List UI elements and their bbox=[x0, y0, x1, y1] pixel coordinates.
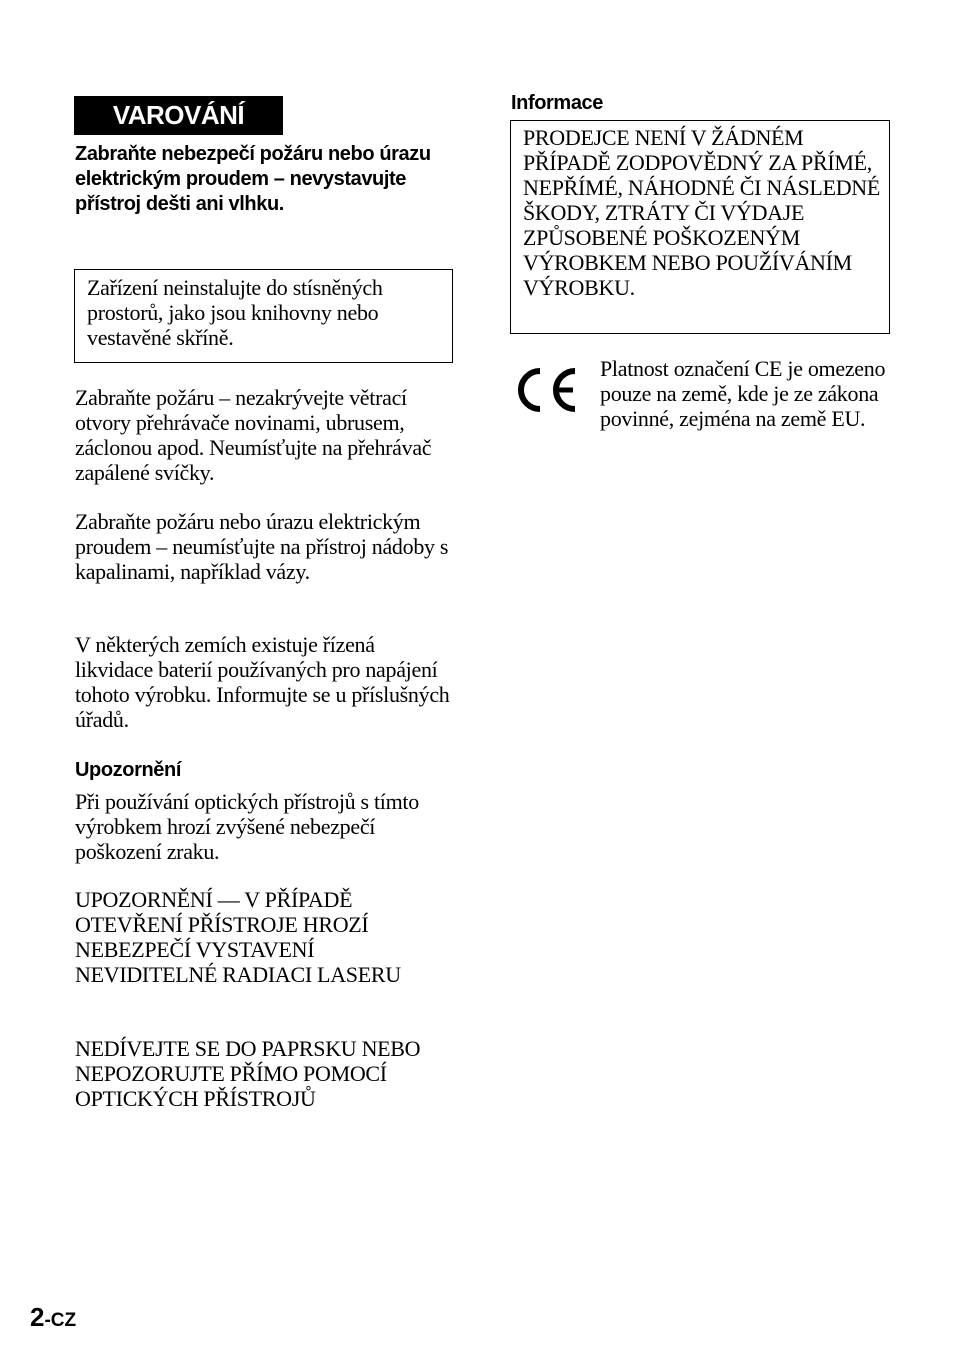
fire-warning-paragraph: Zabraňte požáru – nezakrývejte větrací otvory přehrávače novinami, ubrusem, záclonou apod. Neumísťujte na přehrávač zapálené svíčky. bbox=[75, 385, 432, 485]
caution-heading: Upozornění bbox=[75, 759, 181, 781]
battery-disposal-paragraph: V některých zemích existuje řízená likvidace baterií používaných pro napájení tohoto výrobku. Informujte se u příslušných úřadů. bbox=[75, 632, 450, 732]
laser-warning-text: UPOZORNĚNÍ — V PŘÍPADĚ OTEVŘENÍ PŘÍSTROJE HROZÍ NEBEZPEČÍ VYSTAVENÍ NEVIDITELNÉ RADIACI LASERU bbox=[75, 887, 401, 987]
install-notice-text: Zařízení neinstalujte do stísněných prostorů, jako jsou knihovny nebo vestavěné skříně. bbox=[87, 275, 383, 350]
page-number-suffix: -CZ bbox=[44, 1310, 77, 1331]
warning-text: Zabraňte nebezpečí požáru nebo úrazu elektrickým proudem – nevystavujte přístroj dešti ani vlhku. bbox=[75, 143, 431, 215]
caution-text: Při používání optických přístrojů s tímto výrobkem hrozí zvýšené nebezpečí poškození zraku. bbox=[75, 789, 419, 864]
info-heading: Informace bbox=[511, 92, 603, 114]
ce-mark-icon bbox=[515, 366, 579, 414]
beam-warning-text: NEDÍVEJTE SE DO PAPRSKU NEBO NEPOZORUJTE PŘÍMO POMOCÍ OPTICKÝCH PŘÍSTROJŮ bbox=[75, 1036, 421, 1111]
liability-notice-box bbox=[510, 120, 890, 334]
liability-notice-text: PRODEJCE NENÍ V ŽÁDNÉM PŘÍPADĚ ZODPOVĚDNÝ ZA PŘÍMÉ, NEPŘÍMÉ, NÁHODNÉ ČI NÁSLEDNÉ ŠKODY, ZTRÁTY ČI VÝDAJE ZPŮSOBENÉ POŠKOZENÝM VÝROBKEM NEBO POUŽÍVÁNÍM VÝROBKU. bbox=[523, 125, 881, 300]
page-number bbox=[30, 1302, 76, 1333]
warning-heading: VAROVÁNÍ bbox=[74, 96, 283, 135]
install-notice-box bbox=[74, 269, 453, 363]
ce-mark-text: Platnost označení CE je omezeno pouze na země, kde je ze zákona povinné, zejména na země EU. bbox=[600, 356, 886, 431]
liquid-warning-paragraph: Zabraňte požáru nebo úrazu elektrickým proudem – neumísťujte na přístroj nádoby s kapalinami, například vázy. bbox=[75, 509, 449, 584]
page-number-value: 2 bbox=[30, 1302, 45, 1332]
